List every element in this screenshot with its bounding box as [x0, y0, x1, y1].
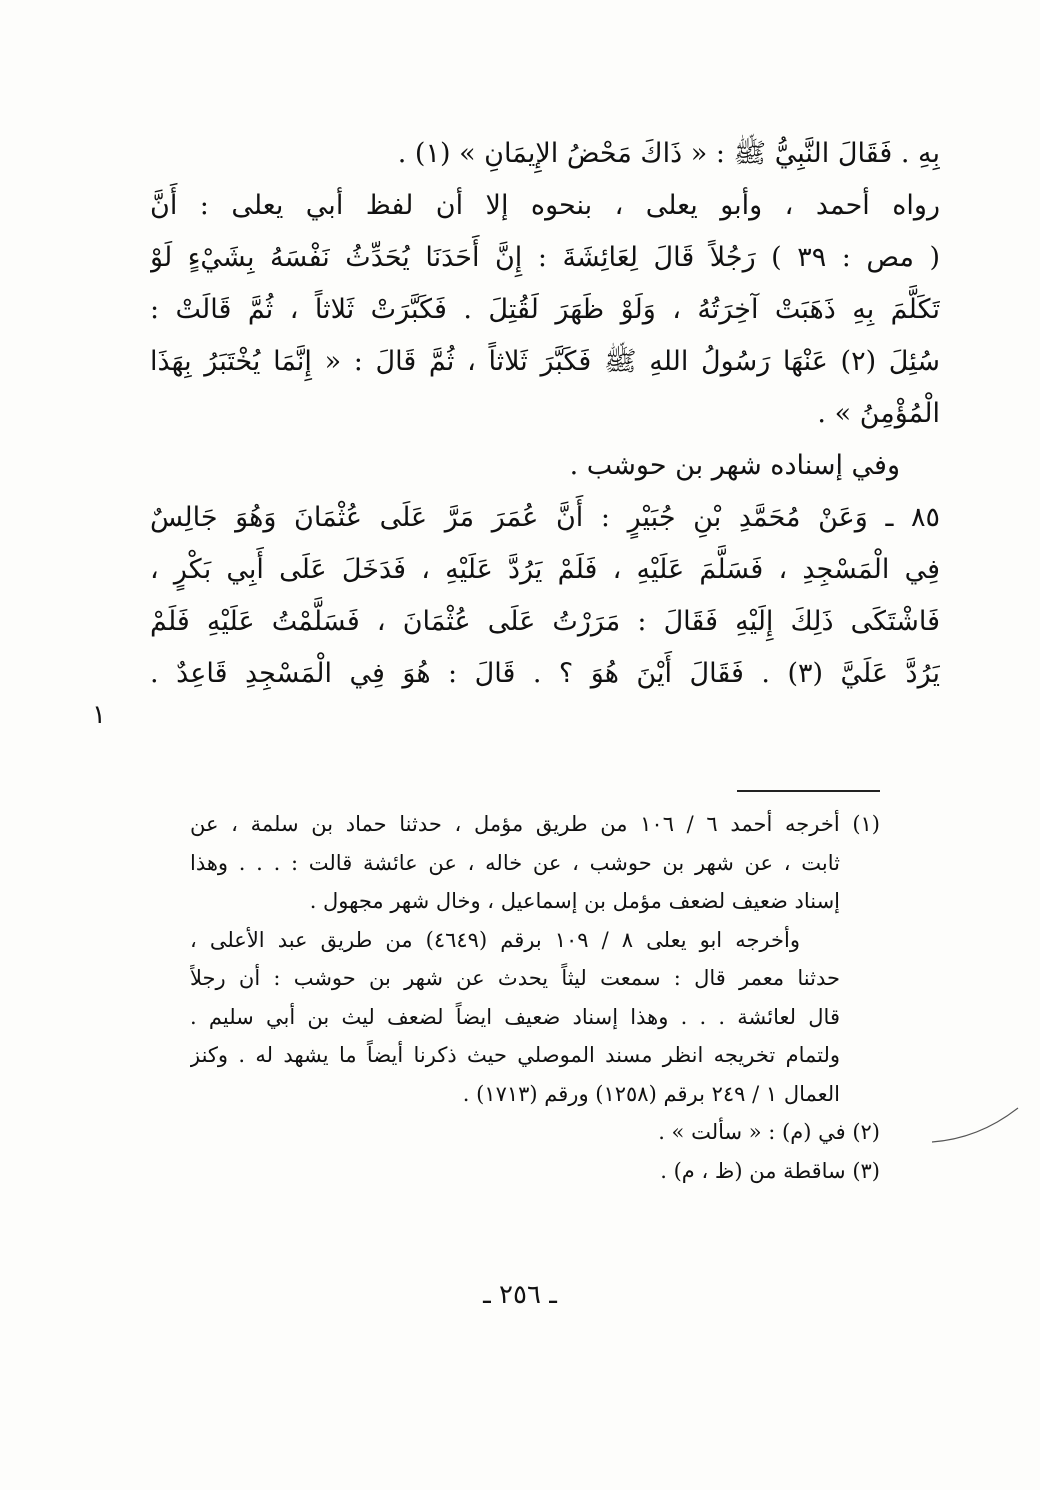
footnote-line: (١) أخرجه أحمد ٦ / ١٠٦ من طريق مؤمل ، حدثنا حماد بن سلمة ، عن [190, 812, 880, 836]
footnote-line: ولتمام تخريجه انظر مسند الموصلي حيث ذكرنا أيضاً ما يشهد له . وكنز [190, 1043, 840, 1067]
footnotes-block [190, 805, 880, 1190]
footnote-line: إسناد ضعيف لضعف مؤمل بن إسماعيل ، وخال شهر مجهول . [309, 889, 840, 913]
footnote-line: حدثنا معمر قال : سمعت ليثاً يحدث عن شهر بن حوشب : أن رجلاً [190, 966, 840, 990]
text-line: فَاشْتَكَى ذَلِكَ إِلَيْهِ فَقَالَ : مَرَرْتُ عَلَى عُثْمَانَ ، فَسَلَّمْتُ عَلَيْهِ فَلَمْ [150, 606, 940, 637]
footnote-divider [737, 790, 880, 792]
text-line: يَرُدَّ عَلَيَّ (٣) . فَقَالَ أَيْنَ هُوَ ؟ . قَالَ : هُوَ فِي الْمَسْجِدِ قَاعِدٌ . [150, 658, 940, 689]
footnote-line: (٢) في (م) : « سألت » . [658, 1120, 880, 1144]
text-line: فِي الْمَسْجِدِ ، فَسَلَّمَ عَلَيْهِ ، فَلَمْ يَرُدَّ عَلَيْهِ ، فَدَخَلَ عَلَى أَبِي بَكْرٍ ، [150, 554, 940, 585]
footnote-line: (٣) ساقطة من (ظ ، م) . [660, 1158, 880, 1183]
margin-mark: ١ [92, 700, 106, 730]
footnote-line: وأخرجه ابو يعلى ٨ / ١٠٩ برقم (٤٦٤٩) من طريق عبد الأعلى ، [190, 927, 800, 952]
text-line: بِهِ . فَقَالَ النَّبِيُّ ﷺ : « ذَاكَ مَحْضُ الإِيمَانِ » (١) . [397, 138, 940, 169]
footnote-line: ثابت ، عن شهر بن حوشب ، عن خاله ، عن عائشة قالت : . . . وهذا [190, 850, 840, 875]
main-text-block [150, 128, 940, 700]
text-line: تَكَلَّمَ بِهِ ذَهَبَتْ آخِرَتُهُ ، وَلَوْ ظَهَرَ لَقُتِلَ . فَكَبَّرَتْ ثَلاثاً ، ثُمَّ قَالَتْ : [150, 294, 940, 325]
page-number: ـ ٢٥٦ ـ [483, 1280, 557, 1310]
margin-pen-stroke [930, 1100, 1020, 1150]
text-line: وفي إسناده شهر بن حوشب . [569, 450, 900, 481]
text-line: الْمُؤْمِنُ » . [817, 398, 940, 429]
footnote-line: العمال ١ / ٢٤٩ برقم (١٢٥٨) ورقم (١٧١٣) . [462, 1081, 840, 1106]
text-line: ( مص : ٣٩ ) رَجُلاً قَالَ لِعَائِشَةَ : إِنَّ أَحَدَنَا يُحَدِّثُ نَفْسَهُ بِشَيْءٍ لَوْ [150, 242, 940, 273]
text-line: سُئِلَ (٢) عَنْهَا رَسُولُ اللهِ ﷺ فَكَبَّرَ ثَلاثاً ، ثُمَّ قَالَ : « إِنَّمَا يُخْتَبَرُ بِهَذَا [150, 346, 940, 377]
footnote-line: قال لعائشة . . . وهذا إسناد ضعيف ايضاً لضعف ليث بن أبي سليم . [190, 1004, 840, 1029]
text-line: رواه أحمد ، وأبو يعلى ، بنحوه إلا أن لفظ أبي يعلى : أَنَّ [150, 190, 940, 221]
text-line: ٨٥ ـ وَعَنْ مُحَمَّدِ بْنِ جُبَيْرٍ : أَنَّ عُمَرَ مَرَّ عَلَى عُثْمَانَ وَهُوَ جَالِسٌ [150, 502, 940, 533]
